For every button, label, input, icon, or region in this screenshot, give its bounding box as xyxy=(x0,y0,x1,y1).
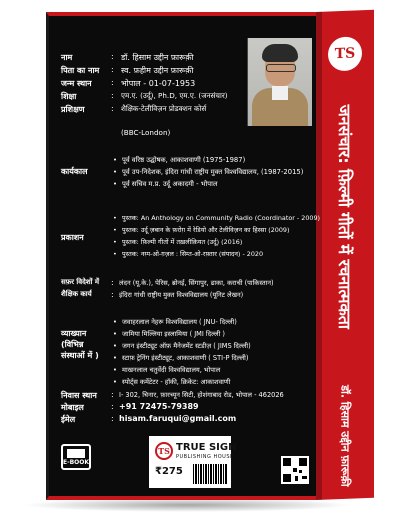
ebook-screen xyxy=(67,449,85,458)
colon: : xyxy=(111,278,114,287)
profile-value-education: एम.ए. (उर्दू), Ph.D, एम.ए. (जनसंचार) xyxy=(121,91,228,100)
section-label-academic: शैक्षिक कार्य xyxy=(61,290,92,298)
career-list xyxy=(113,156,303,192)
profile-label-education: शिक्षा xyxy=(61,92,77,101)
qr-cell xyxy=(299,470,302,473)
qr-cell xyxy=(295,476,298,481)
publisher-subtitle: PUBLISHING HOUSE xyxy=(176,454,234,460)
list-item: • जामिया मिल्लिया इस्लामिया ( JMI दिल्ली ) xyxy=(113,330,251,339)
qr-cell xyxy=(302,476,307,479)
ebook-label: E-BOOK xyxy=(63,459,90,466)
list-item: • पुस्तक: नग़्म-ओ-ग़ज़ल : सिम्त-ओ-रफ़्तार (संपादन) - 2020 xyxy=(113,250,320,259)
profile-value-father: स्व. फ़हीम उद्दीन फ़ारूक़ी xyxy=(121,66,194,75)
list-item: • माखनलाल चतुर्वेदी विश्वविद्यालय, भोपाल xyxy=(113,366,251,375)
colon: : xyxy=(111,414,114,423)
colon: : xyxy=(111,104,114,113)
back-cover xyxy=(46,12,321,500)
author-photo xyxy=(247,38,312,126)
colon: : xyxy=(111,52,114,61)
spine-author-wrap xyxy=(322,370,368,502)
colon: : xyxy=(111,65,114,74)
contact-value-address: I- 302, चिनार, फ़ारच्यून सिटी, होशंगाबाद रोड, भोपाल - 462026 xyxy=(119,391,284,399)
training-note: (BBC-London) xyxy=(121,128,171,137)
contact-label-address: निवास स्थान xyxy=(61,391,97,400)
ebook-icon xyxy=(61,444,91,470)
lectures-list xyxy=(113,318,251,390)
qr-cell xyxy=(283,458,291,466)
contact-label-mobile: मोबाइल xyxy=(61,403,84,412)
colon: : xyxy=(111,290,114,299)
list-item: • स्पोर्ट्स कमेंटेटर - हॉकी, क्रिकेट: आकाशवाणी xyxy=(113,378,251,387)
colon: : xyxy=(111,91,114,100)
contact-label-email: ईमेल xyxy=(61,415,76,424)
profile-label-father: पिता का नाम xyxy=(61,66,100,75)
spine-author: डॉ. हिसाम उद्दीन फ़ारूक़ी xyxy=(338,384,352,487)
qr-cell xyxy=(299,458,307,466)
colon: : xyxy=(111,402,114,411)
section-label-lectures-3: संस्थाओं में ) xyxy=(61,351,99,360)
profile-label-birth: जन्म स्थान xyxy=(61,79,92,88)
travel-value: लंदन (यू.के.), पेरिस, ब्रोनई, सिंगापुर, ढाका, कराची (पाकिस्तान) xyxy=(119,279,274,287)
book-spine xyxy=(316,10,374,500)
section-label-travel: सफ़र विदेशों में xyxy=(61,278,100,286)
list-item: • पूर्व उप-निदेशक, इंदिरा गांधी राष्ट्रीय मुक्त विश्वविद्यालय, (1987-2015) xyxy=(113,168,303,177)
profile-value-name: डॉ. हिसाम उद्दीन फ़ारूक़ी xyxy=(121,53,194,62)
publisher-name: TRUE SIGN xyxy=(176,442,237,453)
book-shadow xyxy=(22,498,352,512)
list-item: • पुस्तक: फ़िल्मी गीतों में तख़लीक़ियत (उर्दू) (2016) xyxy=(113,238,320,247)
academic-value: इंदिरा गांधी राष्ट्रीय मुक्त विश्वविद्यालय (यूनिट लेखन) xyxy=(119,291,244,299)
photo-hair xyxy=(262,44,298,62)
profile-value-training: शैक्षिक-टेलीविज़न प्रोडक्शन कोर्स xyxy=(121,104,207,113)
publisher-logo-spine: TS xyxy=(328,36,362,71)
qr-cell xyxy=(283,474,291,482)
section-label-publications: प्रकाशन xyxy=(61,233,84,242)
photo-glasses xyxy=(266,64,296,72)
list-item: • जगन इंस्टीट्यूट ऑफ़ मैनेजमेंट स्टडीज़ ( JIMS दिल्ली) xyxy=(113,342,251,351)
price-label: ₹275 xyxy=(155,466,183,477)
publisher-logo: TS xyxy=(155,442,173,460)
colon: : xyxy=(111,390,114,399)
photo-collar xyxy=(272,86,288,100)
list-item: • पूर्व वरिष्ठ उद्घोषक, आकाशवाणी (1975-1987) xyxy=(113,156,303,165)
spine-title-wrap xyxy=(322,96,368,338)
qr-cell xyxy=(293,468,297,472)
contact-value-mobile: +91 72475-79389 xyxy=(119,402,199,411)
section-label-career: कार्यकाल xyxy=(61,167,88,176)
publisher-block xyxy=(149,436,237,488)
spine-title: जनसंचार: फ़िल्मी गीतों में रचनात्मकता xyxy=(335,104,354,330)
isbn-barcode xyxy=(193,464,227,484)
profile-value-birth: भोपाल - 01-07-1953 xyxy=(121,79,196,88)
list-item: • पुस्तक: An Anthology on Community Radio (Coordinator - 2009) xyxy=(113,214,320,223)
section-label-lectures: व्याख्यान xyxy=(61,329,87,338)
list-item: • स्टाफ़ ट्रेनिंग इंस्टीट्यूट, आकाशवाणी ( STI-P दिल्ली) xyxy=(113,354,251,363)
list-item: • जवाहरलाल नेहरू विश्वविद्यालय ( JNU- दिल्ली) xyxy=(113,318,251,327)
list-item: • पुस्तक: उर्दू ज़बान के फ़रोग़ में रेडियो और टेलीविज़न का हिस्सा (2009) xyxy=(113,226,320,235)
publications-list xyxy=(113,214,320,262)
qr-code xyxy=(281,456,309,484)
contact-value-email: hisam.faruqui@gmail.com xyxy=(119,414,237,423)
profile-label-training: प्रशिक्षण xyxy=(61,105,85,114)
profile-label-name: नाम xyxy=(61,53,73,62)
colon: : xyxy=(111,78,114,87)
section-label-lectures-2: (विभिन्न xyxy=(61,340,84,349)
list-item: • पूर्व सचिव म.प्र. उर्दू अकादमी - भोपाल xyxy=(113,180,303,189)
